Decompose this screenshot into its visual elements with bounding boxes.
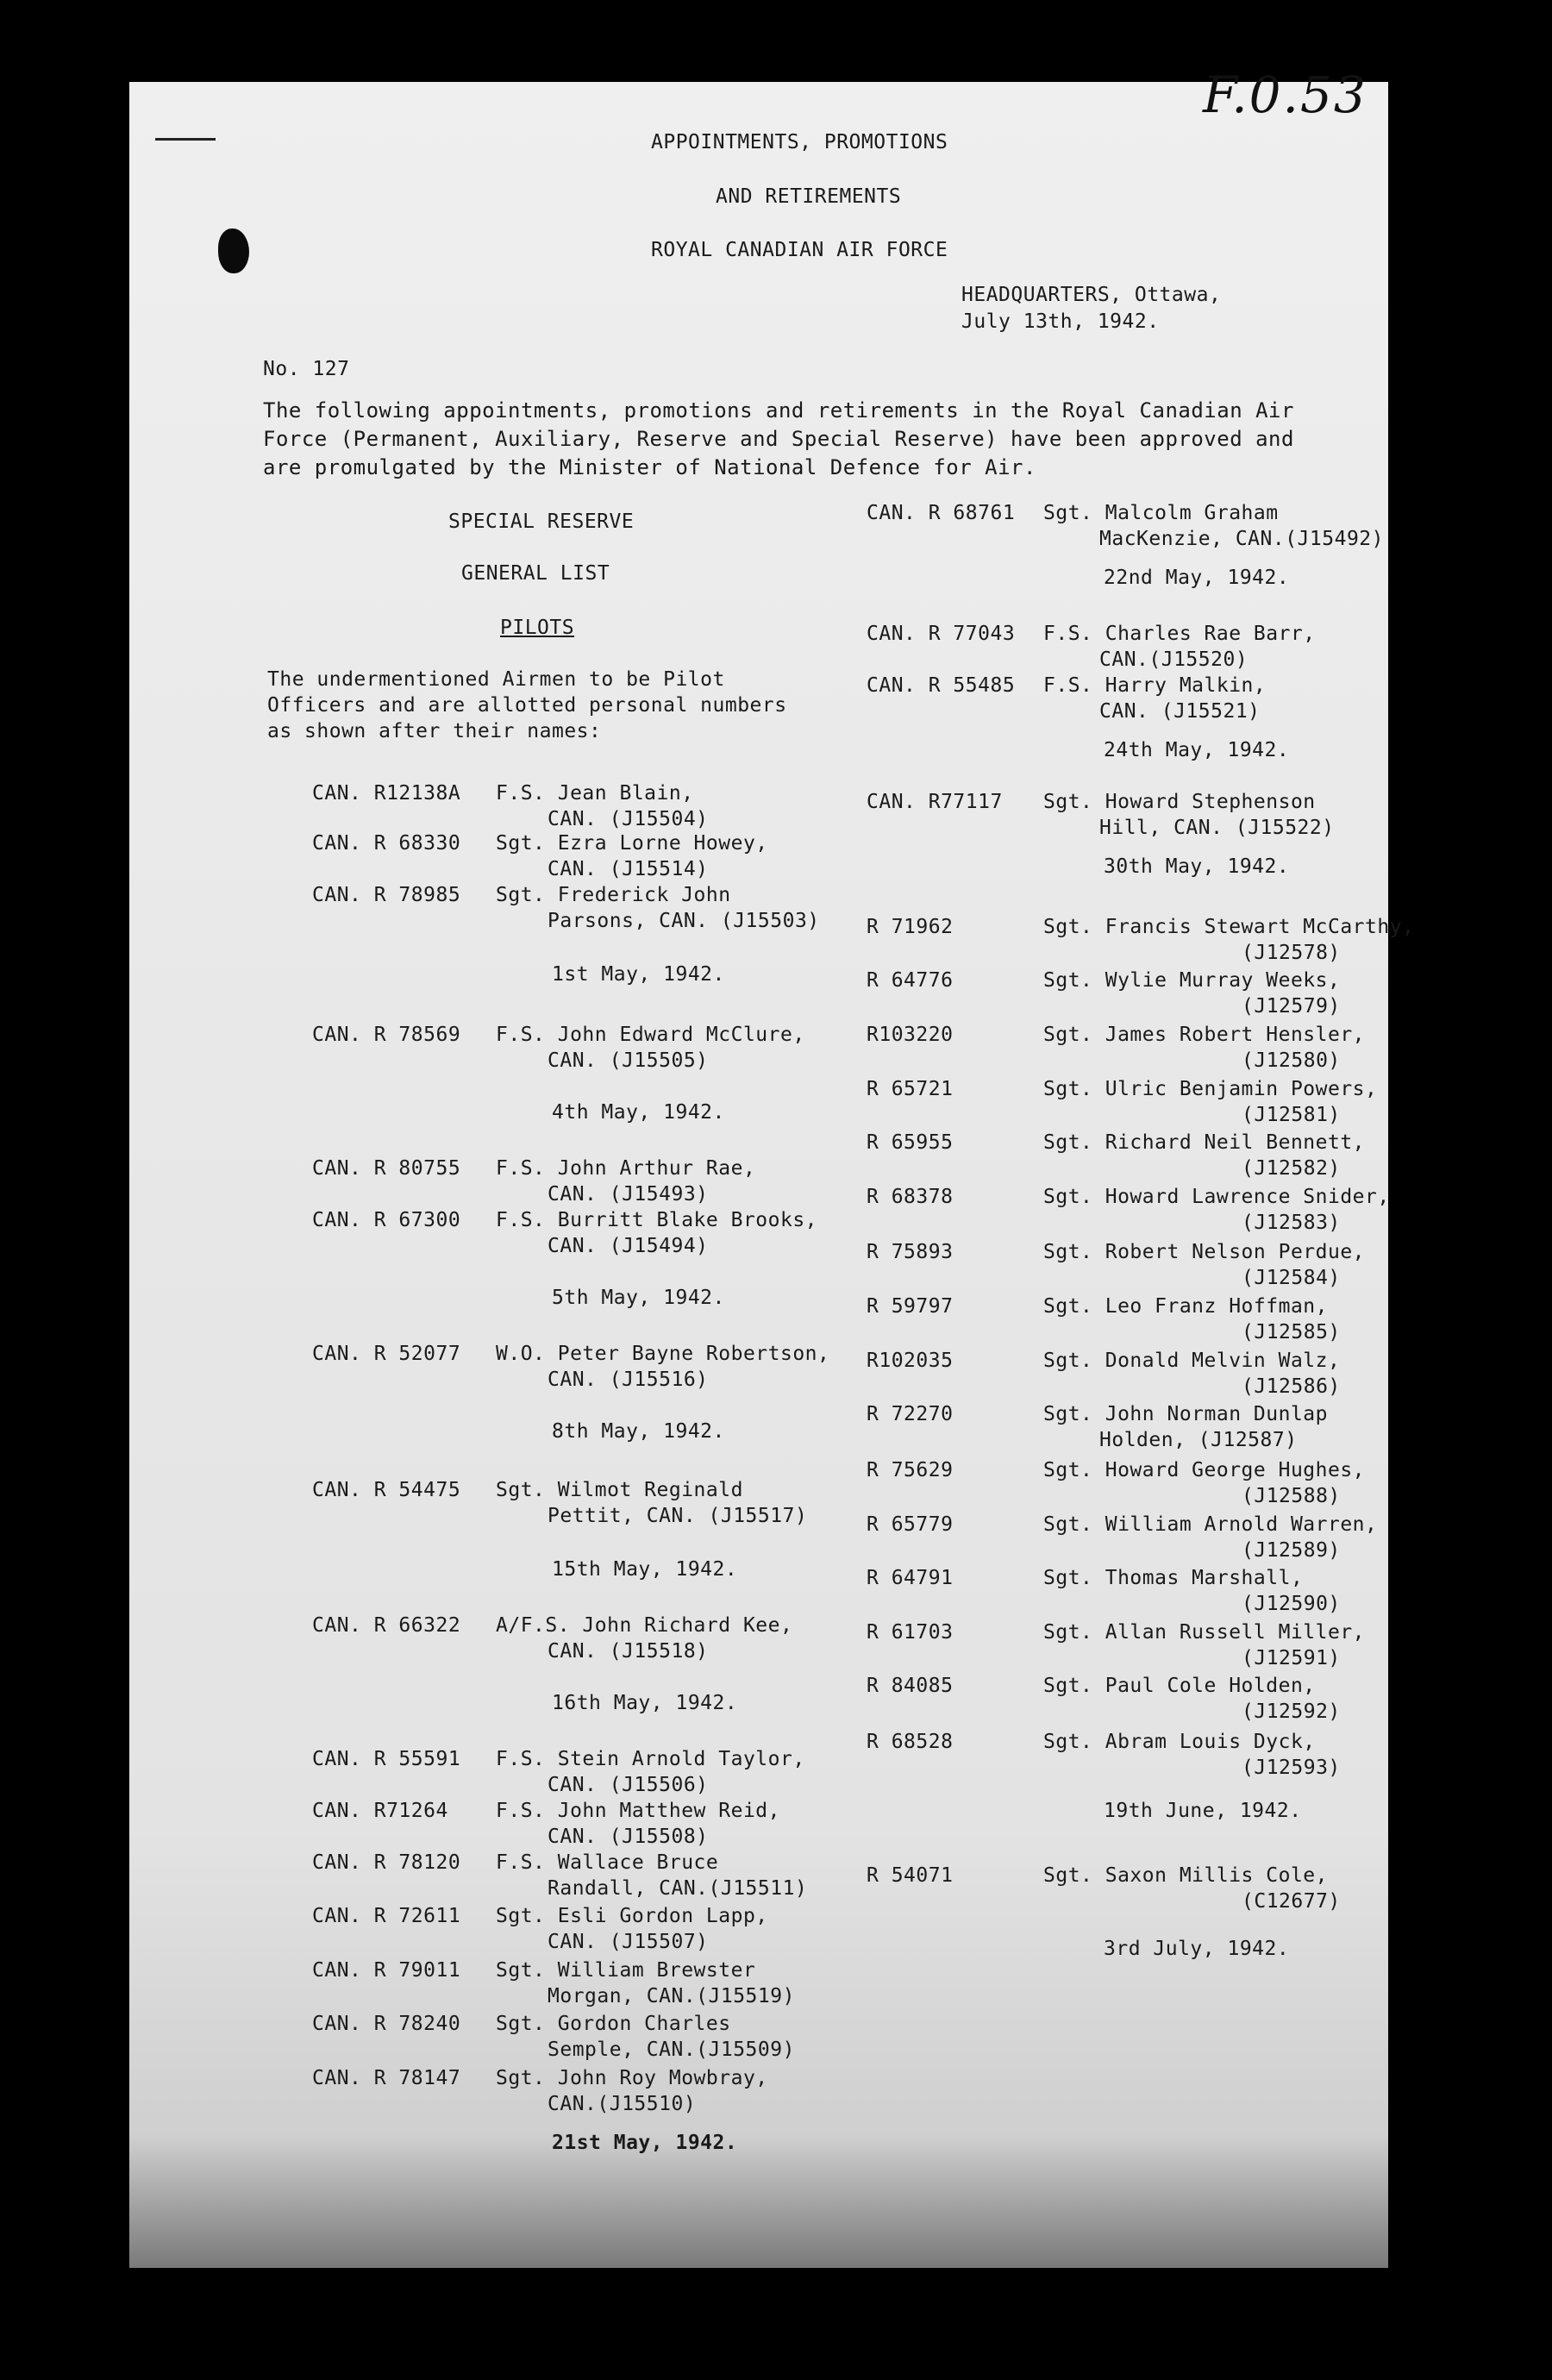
airman-name: Sgt. Malcolm Graham — [1043, 502, 1279, 524]
airman-number: (J12589) — [1242, 1539, 1341, 1562]
airman-name: F.S. John Edward McClure, — [496, 1024, 805, 1046]
airman-name: F.S. Stein Arnold Taylor, — [496, 1748, 805, 1770]
airman-name: Sgt. Allan Russell Miller, — [1043, 1621, 1366, 1644]
airman-number: CAN. (J15518) — [548, 1640, 709, 1663]
service-number: CAN. R 78147 — [312, 2067, 461, 2089]
date-heading: 15th May, 1942. — [552, 1558, 738, 1581]
ink-blot — [218, 229, 249, 273]
airman-number: CAN. (J15493) — [548, 1183, 709, 1206]
service-number: R 64791 — [867, 1567, 954, 1589]
service-number: CAN. R 79011 — [312, 1959, 461, 1982]
airman-name: Sgt. Ulric Benjamin Powers, — [1043, 1078, 1378, 1100]
airman-name: Sgt. Leo Franz Hoffman, — [1043, 1295, 1328, 1318]
airman-number: (J12591) — [1242, 1647, 1341, 1669]
airman-name: W.O. Peter Bayne Robertson, — [496, 1343, 830, 1365]
airman-name: Sgt. Howard Stephenson — [1043, 791, 1316, 813]
airman-name: Sgt. John Roy Mowbray, — [496, 2067, 768, 2089]
preamble-line-2: Officers and are allotted personal numbers — [267, 694, 787, 717]
airman-number: (J12592) — [1242, 1700, 1341, 1723]
date-heading: 22nd May, 1942. — [1104, 567, 1290, 589]
intro-line-1: The following appointments, promotions and retirements in the Royal Canadian Air — [263, 398, 1294, 423]
service-number: CAN. R 68761 — [867, 502, 1016, 524]
service-number: CAN. R 78985 — [312, 884, 461, 906]
airman-number: CAN. (J15506) — [548, 1774, 709, 1796]
document-page — [129, 66, 1415, 2268]
service-number: R102035 — [867, 1350, 954, 1372]
subsection-heading: GENERAL LIST — [461, 562, 610, 585]
airman-number: Hill, CAN. (J15522) — [1099, 817, 1335, 839]
service-number: CAN. R 66322 — [312, 1614, 461, 1637]
date-heading: 21st May, 1942. — [552, 2132, 738, 2154]
date-heading: 5th May, 1942. — [552, 1287, 725, 1309]
service-number: R 72270 — [867, 1403, 954, 1425]
document-date: July 13th, 1942. — [961, 310, 1160, 333]
date-heading: 3rd July, 1942. — [1104, 1938, 1290, 1960]
airman-name: Sgt. Paul Cole Holden, — [1043, 1675, 1316, 1697]
service-number: CAN. R 80755 — [312, 1157, 461, 1180]
airman-name: Sgt. James Robert Hensler, — [1043, 1024, 1366, 1046]
date-heading: 24th May, 1942. — [1104, 739, 1290, 761]
airman-number: CAN. (J15507) — [548, 1931, 709, 1953]
service-number: CAN. R 67300 — [312, 1209, 461, 1231]
airman-name: F.S. Harry Malkin, — [1043, 674, 1267, 697]
date-heading: 19th June, 1942. — [1104, 1800, 1302, 1822]
airman-name: F.S. Burritt Blake Brooks, — [496, 1209, 818, 1231]
airman-name: F.S. John Matthew Reid, — [496, 1800, 780, 1822]
service-number: CAN. R77117 — [867, 791, 1003, 813]
airman-name: Sgt. Esli Gordon Lapp, — [496, 1905, 768, 1927]
airman-number: CAN. (J15508) — [548, 1826, 709, 1848]
ink-dash-mark — [155, 138, 216, 141]
airman-name: Sgt. William Arnold Warren, — [1043, 1513, 1378, 1536]
airman-number: CAN. (J15516) — [548, 1368, 709, 1391]
header-line-1: APPOINTMENTS, PROMOTIONS — [651, 131, 948, 153]
airman-name: F.S. John Arthur Rae, — [496, 1157, 756, 1180]
airman-name: Sgt. John Norman Dunlap — [1043, 1403, 1328, 1425]
airman-number: (J12590) — [1242, 1593, 1341, 1615]
airman-number: (J12580) — [1242, 1049, 1341, 1072]
service-number: CAN. R 78240 — [312, 2013, 461, 2035]
date-heading: 1st May, 1942. — [552, 963, 725, 986]
date-heading: 30th May, 1942. — [1104, 855, 1290, 878]
service-number: R 68378 — [867, 1186, 954, 1208]
service-number: CAN. R71264 — [312, 1800, 448, 1822]
preamble-line-1: The undermentioned Airmen to be Pilot — [267, 668, 725, 691]
airman-name: Sgt. Robert Nelson Perdue, — [1043, 1241, 1366, 1263]
airman-name: Sgt. Thomas Marshall, — [1043, 1567, 1304, 1589]
airman-name: Sgt. Howard George Hughes, — [1043, 1459, 1366, 1481]
airman-number: (J12583) — [1242, 1212, 1341, 1234]
airman-name: Sgt. Saxon Millis Cole, — [1043, 1864, 1328, 1887]
airman-number: Semple, CAN.(J15509) — [548, 2039, 795, 2061]
airman-number: CAN.(J15520) — [1099, 648, 1248, 671]
airman-number: MacKenzie, CAN.(J15492) — [1099, 528, 1384, 550]
service-number: R 71962 — [867, 916, 954, 938]
service-number: R 65955 — [867, 1131, 954, 1154]
airman-number: CAN. (J15514) — [548, 858, 709, 880]
airman-name: Sgt. Howard Lawrence Snider, — [1043, 1186, 1390, 1208]
service-number: R 61703 — [867, 1621, 954, 1644]
service-number: CAN. R 52077 — [312, 1343, 461, 1365]
service-number: R 59797 — [867, 1295, 954, 1318]
branch-heading: PILOTS — [500, 617, 575, 639]
airman-number: (J12585) — [1242, 1321, 1341, 1343]
airman-name: F.S. Wallace Bruce — [496, 1851, 719, 1874]
service-number: CAN. R 72611 — [312, 1905, 461, 1927]
order-number: No. 127 — [263, 358, 350, 380]
airman-number: Randall, CAN.(J15511) — [548, 1877, 808, 1900]
airman-number: (J12582) — [1242, 1157, 1341, 1180]
date-heading: 4th May, 1942. — [552, 1101, 725, 1124]
airman-name: F.S. Charles Rae Barr, — [1043, 623, 1316, 645]
airman-number: CAN. (J15505) — [548, 1049, 709, 1072]
service-number: R 75893 — [867, 1241, 954, 1263]
date-heading: 8th May, 1942. — [552, 1420, 725, 1443]
airman-number: CAN.(J15510) — [548, 2093, 697, 2115]
header-line-3: ROYAL CANADIAN AIR FORCE — [651, 239, 948, 261]
service-number: CAN. R 54475 — [312, 1479, 461, 1501]
service-number: R 65779 — [867, 1513, 954, 1536]
airman-name: Sgt. Wilmot Reginald — [496, 1479, 743, 1501]
airman-name: A/F.S. John Richard Kee, — [496, 1614, 793, 1637]
airman-number: (J12578) — [1242, 942, 1341, 964]
airman-number: (J12581) — [1242, 1104, 1341, 1126]
service-number: CAN. R 55591 — [312, 1748, 461, 1770]
header-line-2: AND RETIREMENTS — [716, 185, 902, 208]
airman-name: Sgt. Donald Melvin Walz, — [1043, 1350, 1341, 1372]
airman-name: Sgt. Gordon Charles — [496, 2013, 731, 2035]
airman-number: (J12593) — [1242, 1757, 1341, 1779]
airman-name: Sgt. Wylie Murray Weeks, — [1043, 969, 1341, 992]
airman-number: Holden, (J12587) — [1099, 1429, 1298, 1451]
service-number: CAN. R 77043 — [867, 623, 1016, 645]
airman-number: CAN. (J15504) — [548, 808, 709, 830]
service-number: R 84085 — [867, 1675, 954, 1697]
preamble-line-3: as shown after their names: — [267, 720, 602, 742]
airman-number: (C12677) — [1242, 1890, 1341, 1913]
handwritten-reference: F.0.53 — [1203, 66, 1367, 124]
airman-name: Sgt. William Brewster — [496, 1959, 756, 1982]
airman-number: (J12579) — [1242, 995, 1341, 1018]
service-number: R 54071 — [867, 1864, 954, 1887]
airman-name: Sgt. Richard Neil Bennett, — [1043, 1131, 1366, 1154]
service-number: R103220 — [867, 1024, 954, 1046]
service-number: CAN. R 68330 — [312, 832, 461, 855]
airman-number: (J12586) — [1242, 1375, 1341, 1398]
service-number: R 64776 — [867, 969, 954, 992]
airman-name: F.S. Jean Blain, — [496, 782, 694, 805]
airman-number: (J12584) — [1242, 1267, 1341, 1289]
airman-name: Sgt. Francis Stewart McCarthy, — [1043, 916, 1415, 938]
service-number: CAN. R 55485 — [867, 674, 1016, 697]
airman-name: Sgt. Ezra Lorne Howey, — [496, 832, 768, 855]
service-number: CAN. R 78569 — [312, 1024, 461, 1046]
airman-number: Parsons, CAN. (J15503) — [548, 910, 820, 932]
intro-line-3: are promulgated by the Minister of National Defence for Air. — [263, 455, 1036, 479]
service-number: CAN. R 78120 — [312, 1851, 461, 1874]
service-number: R 75629 — [867, 1459, 954, 1481]
airman-number: (J12588) — [1242, 1485, 1341, 1507]
intro-line-2: Force (Permanent, Auxiliary, Reserve and Special Reserve) have been approved and — [263, 427, 1294, 451]
airman-number: Morgan, CAN.(J15519) — [548, 1985, 795, 2007]
service-number: CAN. R12138A — [312, 782, 461, 805]
airman-number: Pettit, CAN. (J15517) — [548, 1505, 808, 1527]
headquarters-location: HEADQUARTERS, Ottawa, — [961, 284, 1222, 306]
date-heading: 16th May, 1942. — [552, 1692, 738, 1714]
airman-number: CAN. (J15521) — [1099, 700, 1261, 723]
airman-name: Sgt. Frederick John — [496, 884, 731, 906]
section-heading: SPECIAL RESERVE — [448, 510, 635, 533]
service-number: R 65721 — [867, 1078, 954, 1100]
airman-number: CAN. (J15494) — [548, 1235, 709, 1257]
service-number: R 68528 — [867, 1731, 954, 1753]
airman-name: Sgt. Abram Louis Dyck, — [1043, 1731, 1316, 1753]
